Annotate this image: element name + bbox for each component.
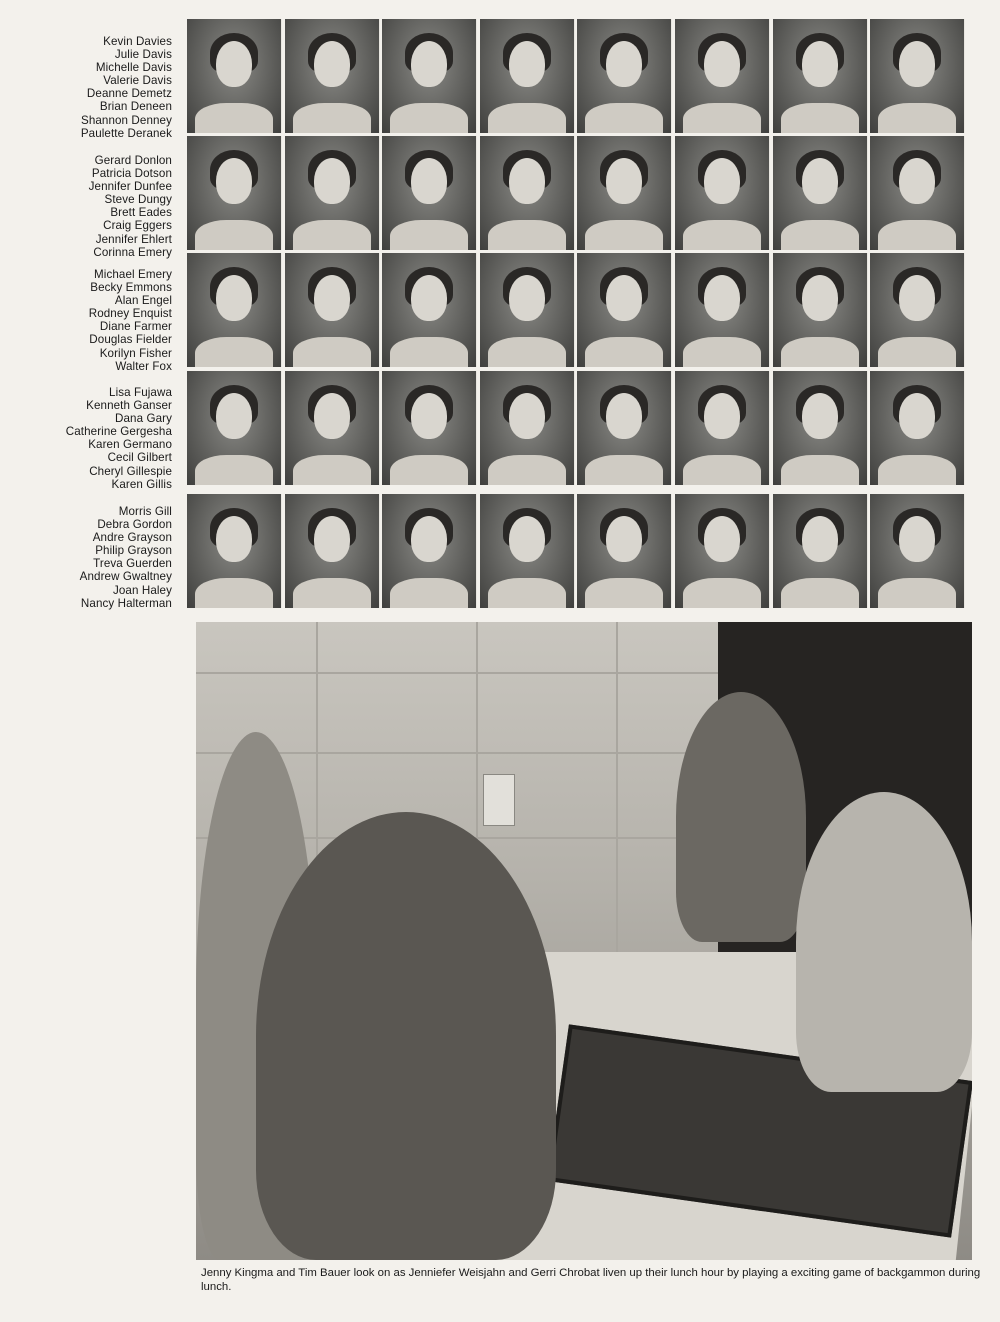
student-name: Jennifer Ehlert bbox=[95, 232, 172, 246]
photo-person-center bbox=[256, 812, 556, 1260]
portrait-shoulders bbox=[683, 337, 761, 367]
portrait-shoulders bbox=[878, 220, 956, 250]
student-name: Paulette Deranek bbox=[80, 126, 172, 140]
student-portrait bbox=[382, 19, 477, 133]
student-name: Gerard Donlon bbox=[94, 154, 172, 167]
student-portrait bbox=[675, 494, 770, 608]
portrait-row-3 bbox=[187, 253, 968, 367]
portrait-head bbox=[216, 393, 252, 439]
portrait-shoulders bbox=[488, 337, 566, 367]
student-portrait bbox=[577, 494, 672, 608]
portrait-shoulders bbox=[293, 103, 371, 133]
student-name: Kevin Davies bbox=[103, 35, 172, 48]
portrait-head bbox=[802, 393, 838, 439]
student-portrait bbox=[480, 136, 575, 250]
student-portrait bbox=[187, 136, 282, 250]
student-portrait bbox=[382, 494, 477, 608]
portrait-shoulders bbox=[781, 578, 859, 608]
student-portrait bbox=[382, 371, 477, 485]
portrait-head bbox=[509, 516, 545, 562]
portrait-head bbox=[509, 393, 545, 439]
student-portrait bbox=[773, 19, 868, 133]
student-portrait bbox=[187, 494, 282, 608]
portrait-shoulders bbox=[488, 578, 566, 608]
student-portrait bbox=[285, 19, 380, 133]
portrait-head bbox=[704, 41, 740, 87]
portrait-head bbox=[704, 393, 740, 439]
student-portrait bbox=[285, 494, 380, 608]
portrait-head bbox=[411, 516, 447, 562]
portrait-head bbox=[606, 41, 642, 87]
portrait-shoulders bbox=[585, 220, 663, 250]
student-portrait bbox=[480, 494, 575, 608]
portrait-shoulders bbox=[293, 455, 371, 485]
student-name: Rodney Enquist bbox=[88, 307, 172, 321]
student-portrait bbox=[870, 136, 965, 250]
portrait-head bbox=[802, 41, 838, 87]
student-name: Andre Grayson bbox=[92, 531, 172, 545]
portrait-head bbox=[899, 516, 935, 562]
name-group-row-5 bbox=[20, 505, 172, 610]
portrait-shoulders bbox=[195, 337, 273, 367]
student-portrait bbox=[577, 19, 672, 133]
portrait-head bbox=[216, 275, 252, 321]
student-name: Brett Eades bbox=[110, 206, 172, 220]
portrait-shoulders bbox=[585, 455, 663, 485]
photo-wall-outlet bbox=[483, 774, 515, 826]
portrait-shoulders bbox=[781, 220, 859, 250]
student-name: Karen Germano bbox=[88, 438, 172, 452]
portrait-shoulders bbox=[585, 103, 663, 133]
student-portrait bbox=[187, 19, 282, 133]
photo-tile-line bbox=[196, 672, 718, 674]
student-portrait bbox=[870, 19, 965, 133]
portrait-shoulders bbox=[195, 220, 273, 250]
student-portrait bbox=[187, 253, 282, 367]
student-name: Brian Deneen bbox=[99, 100, 172, 114]
portrait-head bbox=[802, 275, 838, 321]
portrait-head bbox=[802, 516, 838, 562]
portrait-head bbox=[802, 158, 838, 204]
portrait-head bbox=[216, 41, 252, 87]
student-name: Kenneth Ganser bbox=[86, 399, 172, 413]
student-name: Morris Gill bbox=[118, 505, 172, 518]
portrait-shoulders bbox=[195, 103, 273, 133]
student-portrait bbox=[870, 494, 965, 608]
name-group-row-4 bbox=[20, 386, 172, 491]
portrait-shoulders bbox=[488, 103, 566, 133]
portrait-row-5 bbox=[187, 494, 968, 608]
student-portrait bbox=[773, 371, 868, 485]
student-name: Joan Haley bbox=[112, 583, 172, 597]
student-name: Michelle Davis bbox=[95, 61, 172, 75]
student-portrait bbox=[577, 136, 672, 250]
portrait-head bbox=[216, 516, 252, 562]
portrait-head bbox=[509, 158, 545, 204]
portrait-shoulders bbox=[488, 220, 566, 250]
portrait-head bbox=[899, 158, 935, 204]
student-name: Becky Emmons bbox=[90, 281, 172, 295]
student-name: Shannon Denney bbox=[80, 113, 172, 127]
portrait-shoulders bbox=[878, 103, 956, 133]
student-portrait bbox=[675, 136, 770, 250]
student-name: Alan Engel bbox=[114, 294, 172, 308]
portrait-shoulders bbox=[293, 220, 371, 250]
student-name: Dana Gary bbox=[115, 412, 172, 426]
portrait-shoulders bbox=[781, 103, 859, 133]
student-portrait bbox=[480, 253, 575, 367]
student-portrait bbox=[870, 371, 965, 485]
student-name: Treva Guerden bbox=[93, 557, 172, 571]
student-name: Julie Davis bbox=[114, 48, 172, 62]
student-portrait bbox=[675, 19, 770, 133]
student-name: Karen Gillis bbox=[111, 477, 172, 491]
student-portrait bbox=[675, 371, 770, 485]
student-name: Debra Gordon bbox=[97, 518, 172, 532]
student-name: Catherine Gergesha bbox=[65, 425, 172, 439]
portrait-head bbox=[314, 516, 350, 562]
student-name: Andrew Gwaltney bbox=[79, 570, 172, 584]
portrait-shoulders bbox=[683, 220, 761, 250]
student-portrait bbox=[577, 253, 672, 367]
portrait-head bbox=[509, 275, 545, 321]
portrait-row-4 bbox=[187, 371, 968, 485]
portrait-row-1 bbox=[187, 19, 968, 133]
name-group-row-3 bbox=[20, 268, 172, 373]
student-portrait bbox=[577, 371, 672, 485]
portrait-head bbox=[314, 393, 350, 439]
portrait-shoulders bbox=[390, 337, 468, 367]
student-name: Philip Grayson bbox=[95, 544, 172, 558]
portrait-shoulders bbox=[878, 578, 956, 608]
portrait-shoulders bbox=[390, 220, 468, 250]
portrait-shoulders bbox=[585, 337, 663, 367]
student-portrait bbox=[285, 253, 380, 367]
photo-tile-line bbox=[616, 622, 618, 952]
portrait-shoulders bbox=[293, 337, 371, 367]
portrait-shoulders bbox=[781, 337, 859, 367]
name-group-row-1 bbox=[20, 35, 172, 140]
portrait-shoulders bbox=[390, 455, 468, 485]
photo-person-back bbox=[676, 692, 806, 942]
student-portrait bbox=[382, 253, 477, 367]
portrait-shoulders bbox=[195, 578, 273, 608]
portrait-shoulders bbox=[195, 455, 273, 485]
portrait-head bbox=[899, 41, 935, 87]
student-portrait bbox=[675, 253, 770, 367]
student-name: Douglas Fielder bbox=[89, 333, 172, 347]
student-name: Jennifer Dunfee bbox=[88, 180, 172, 194]
candid-photo-backgammon bbox=[196, 622, 972, 1260]
student-portrait bbox=[285, 371, 380, 485]
student-name: Craig Eggers bbox=[103, 219, 172, 233]
student-name: Korilyn Fisher bbox=[99, 346, 172, 360]
portrait-head bbox=[606, 516, 642, 562]
portrait-shoulders bbox=[585, 578, 663, 608]
name-group-row-2 bbox=[20, 154, 172, 259]
portrait-shoulders bbox=[683, 455, 761, 485]
portrait-head bbox=[314, 275, 350, 321]
portrait-head bbox=[314, 158, 350, 204]
portrait-head bbox=[509, 41, 545, 87]
student-portrait bbox=[382, 136, 477, 250]
portrait-head bbox=[411, 158, 447, 204]
student-name: Steve Dungy bbox=[104, 193, 172, 207]
student-name: Lisa Fujawa bbox=[109, 386, 172, 399]
student-portrait bbox=[480, 19, 575, 133]
photo-person-right bbox=[796, 792, 972, 1092]
student-name: Michael Emery bbox=[94, 268, 172, 281]
portrait-head bbox=[216, 158, 252, 204]
portrait-head bbox=[411, 275, 447, 321]
student-name: Walter Fox bbox=[115, 359, 172, 373]
student-name: Diane Farmer bbox=[99, 320, 172, 334]
portrait-head bbox=[704, 516, 740, 562]
portrait-shoulders bbox=[781, 455, 859, 485]
student-name: Valerie Davis bbox=[103, 74, 172, 88]
student-name: Patricia Dotson bbox=[91, 167, 172, 181]
student-portrait bbox=[480, 371, 575, 485]
portrait-head bbox=[899, 275, 935, 321]
student-name: Cheryl Gillespie bbox=[89, 464, 172, 478]
portrait-shoulders bbox=[488, 455, 566, 485]
student-name: Corinna Emery bbox=[93, 245, 172, 259]
portrait-head bbox=[606, 158, 642, 204]
portrait-head bbox=[704, 275, 740, 321]
photo-caption: Jenny Kingma and Tim Bauer look on as Jenniefer Weisjahn and Gerri Chrobat liven up their lunch hour by playing a exciting game of backgammon during lunch. bbox=[201, 1267, 981, 1293]
portrait-shoulders bbox=[390, 578, 468, 608]
student-portrait bbox=[773, 253, 868, 367]
portrait-shoulders bbox=[878, 337, 956, 367]
portrait-shoulders bbox=[878, 455, 956, 485]
portrait-shoulders bbox=[390, 103, 468, 133]
portrait-head bbox=[314, 41, 350, 87]
portrait-shoulders bbox=[683, 103, 761, 133]
portrait-head bbox=[704, 158, 740, 204]
portrait-head bbox=[606, 393, 642, 439]
student-name: Deanne Demetz bbox=[86, 87, 172, 101]
portrait-shoulders bbox=[683, 578, 761, 608]
student-portrait bbox=[187, 371, 282, 485]
student-portrait bbox=[870, 253, 965, 367]
portrait-head bbox=[899, 393, 935, 439]
student-name: Cecil Gilbert bbox=[107, 451, 172, 465]
student-portrait bbox=[285, 136, 380, 250]
portrait-head bbox=[606, 275, 642, 321]
portrait-shoulders bbox=[293, 578, 371, 608]
student-portrait bbox=[773, 494, 868, 608]
student-name: Nancy Halterman bbox=[80, 596, 172, 610]
portrait-head bbox=[411, 393, 447, 439]
portrait-head bbox=[411, 41, 447, 87]
portrait-row-2 bbox=[187, 136, 968, 250]
student-portrait bbox=[773, 136, 868, 250]
